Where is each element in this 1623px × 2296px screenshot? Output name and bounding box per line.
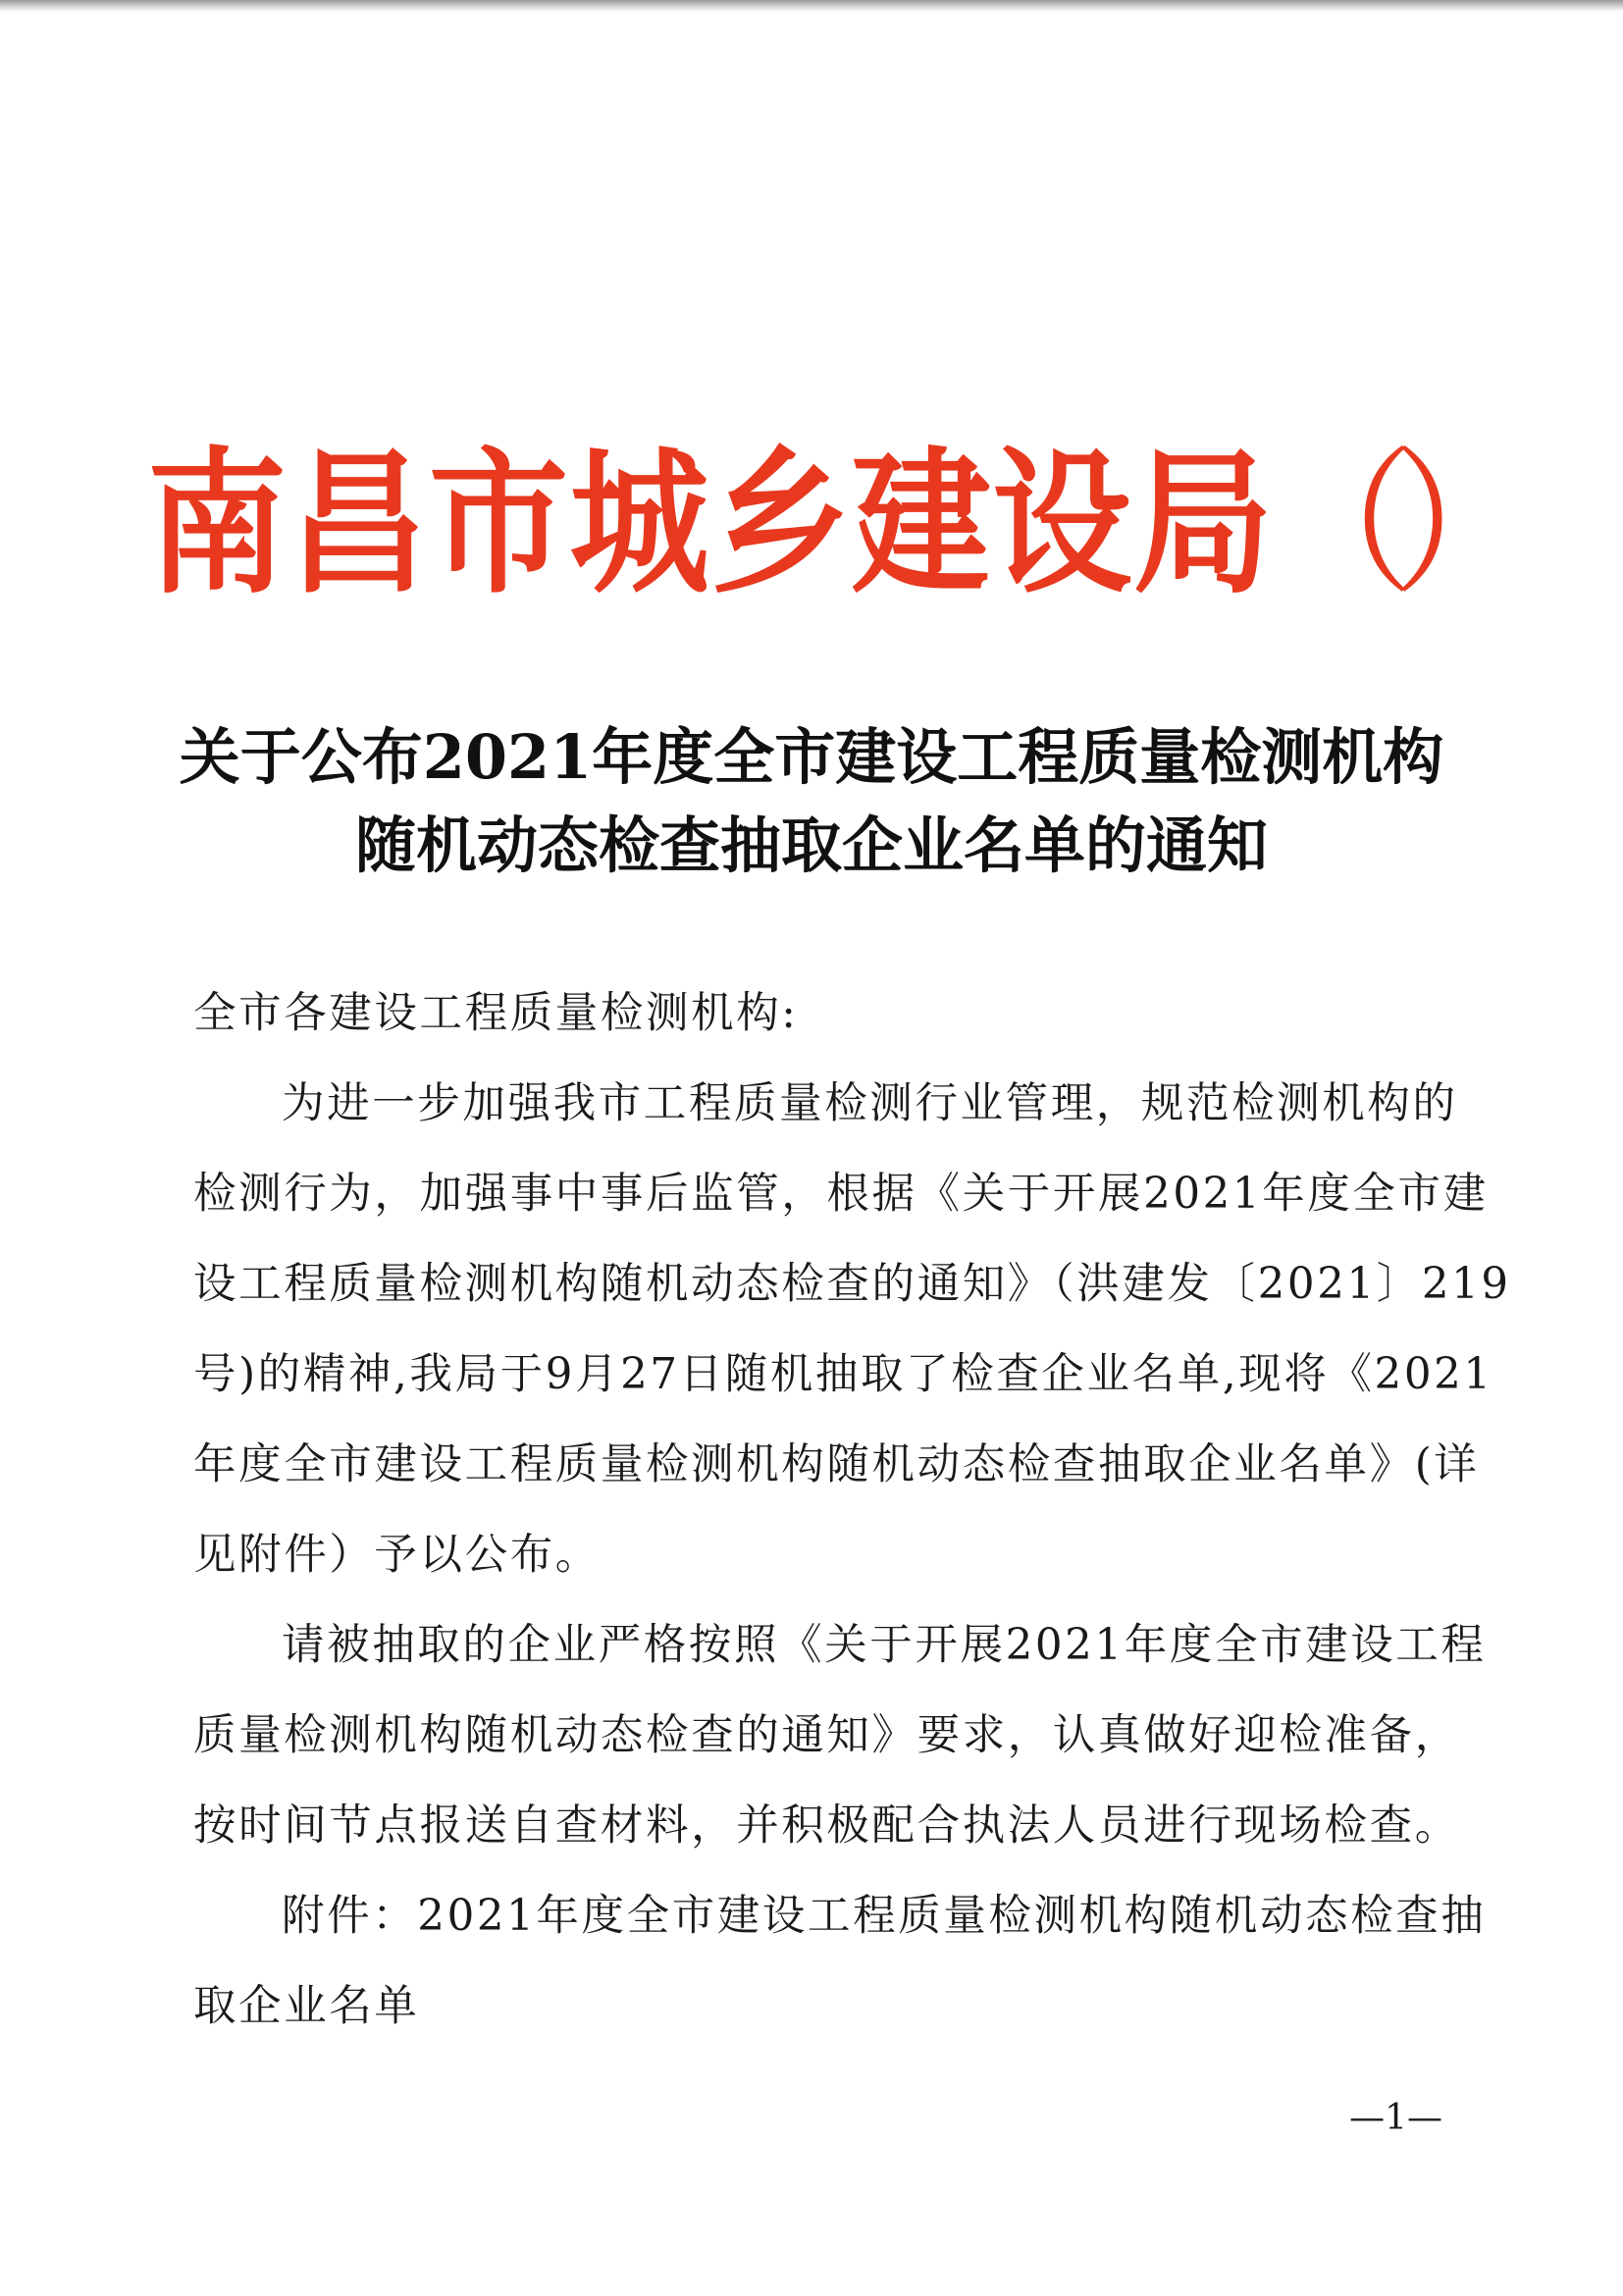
paragraph-line: 设工程质量检测机构随机动态检查的通知》（洪建发〔2021〕219	[193, 1260, 1511, 1309]
masthead-char: 局	[1132, 434, 1273, 615]
paragraph-line: 按时间节点报送自查材料，并积极配合执法人员进行现场检查。	[193, 1801, 1460, 1851]
masthead-paren-open: （	[1274, 434, 1414, 615]
paragraph-line: 见附件）予以公布。	[193, 1531, 601, 1580]
masthead-char: 城	[569, 434, 709, 615]
paragraph-line: 质量检测机构随机动态检查的通知》要求，认真做好迎检准备，	[193, 1711, 1460, 1760]
masthead-char: 南	[147, 434, 287, 615]
masthead-char: 设	[992, 434, 1132, 615]
masthead-char: 昌	[288, 434, 428, 615]
masthead-char: 市	[429, 434, 569, 615]
attachment-line: 附件：2021年度全市建设工程质量检测机构随机动态检查抽	[282, 1892, 1487, 1941]
paragraph-1	[193, 1059, 1511, 1600]
paragraph-line: 请被抽取的企业严格按照《关于开展2021年度全市建设工程	[282, 1621, 1487, 1670]
paragraph-2	[193, 1600, 1487, 1871]
masthead-paren-close: ）	[1392, 434, 1533, 615]
paragraph-line: 年度全市建设工程质量检测机构随机动态检查抽取企业名单》(详	[193, 1440, 1480, 1489]
document-title-line-2: 随机动态检查抽取企业名单的通知	[354, 809, 1268, 881]
issuer-masthead	[147, 421, 1533, 630]
scan-edge	[0, 0, 1623, 12]
paragraph-line: 检测行为，加强事中事后监管，根据《关于开展2021年度全市建	[193, 1170, 1489, 1219]
attachment-note	[193, 1871, 1487, 2052]
page-number: —1—	[1349, 2098, 1442, 2138]
paragraph-line: 为进一步加强我市工程质量检测行业管理，规范检测机构的	[282, 1079, 1458, 1128]
paragraph-line: 号)的精神,我局于9月27日随机抽取了检查企业名单,现将《2021	[193, 1350, 1493, 1399]
attachment-line: 取企业名单	[193, 1982, 420, 2031]
document-title-line-1: 关于公布2021年度全市建设工程质量检测机构	[179, 721, 1444, 793]
masthead-char: 建	[851, 434, 991, 615]
masthead-char: 乡	[710, 434, 851, 615]
salutation: 全市各建设工程质量检测机构:	[193, 989, 799, 1038]
